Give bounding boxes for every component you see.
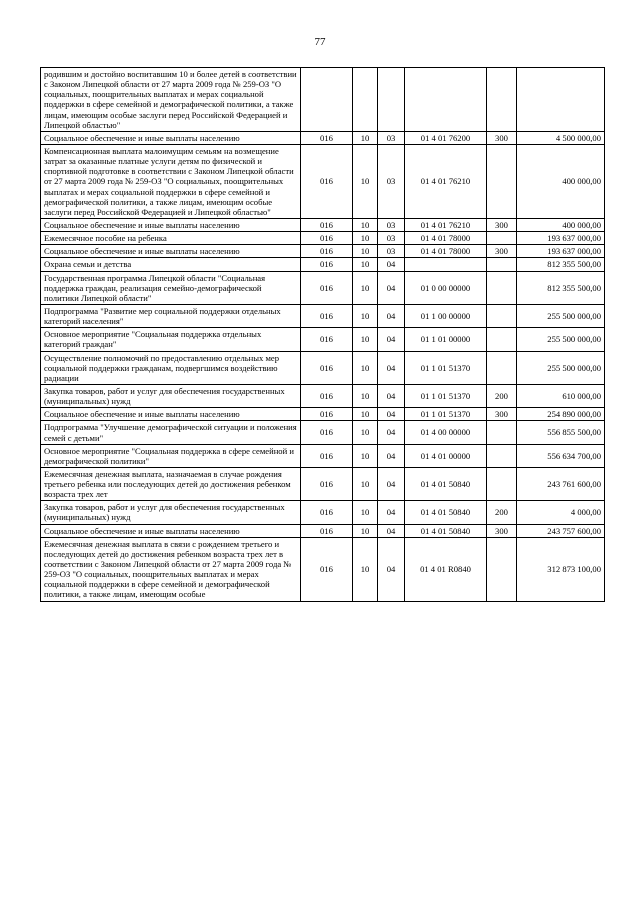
cell-csr: 01 4 01 00000 xyxy=(405,444,487,467)
cell-sum xyxy=(517,68,605,132)
cell-sum: 255 500 000,00 xyxy=(517,328,605,351)
table-row xyxy=(41,232,605,245)
cell-rz: 10 xyxy=(353,421,378,444)
cell-vr: 300 xyxy=(487,131,517,144)
cell-rz: 10 xyxy=(353,304,378,327)
table-row xyxy=(41,351,605,384)
cell-vr: 200 xyxy=(487,384,517,407)
cell-name: Закупка товаров, работ и услуг для обеспечения государственных (муниципальных) нужд xyxy=(41,501,301,524)
cell-csr: 01 4 00 00000 xyxy=(405,421,487,444)
cell-pr: 04 xyxy=(378,467,405,500)
cell-pr: 04 xyxy=(378,271,405,304)
cell-csr: 01 1 01 51370 xyxy=(405,351,487,384)
cell-rz: 10 xyxy=(353,328,378,351)
cell-ved: 016 xyxy=(301,524,353,537)
cell-ved: 016 xyxy=(301,408,353,421)
cell-pr xyxy=(378,68,405,132)
cell-sum: 243 761 600,00 xyxy=(517,467,605,500)
cell-csr: 01 4 01 50840 xyxy=(405,501,487,524)
cell-vr xyxy=(487,351,517,384)
cell-sum: 610 000,00 xyxy=(517,384,605,407)
cell-sum: 312 873 100,00 xyxy=(517,537,605,601)
cell-pr: 04 xyxy=(378,328,405,351)
cell-csr: 01 1 01 51370 xyxy=(405,384,487,407)
cell-ved: 016 xyxy=(301,384,353,407)
cell-sum: 255 500 000,00 xyxy=(517,351,605,384)
cell-ved: 016 xyxy=(301,131,353,144)
cell-rz: 10 xyxy=(353,501,378,524)
cell-vr xyxy=(487,271,517,304)
cell-pr: 04 xyxy=(378,501,405,524)
cell-sum: 812 355 500,00 xyxy=(517,258,605,271)
cell-name: Подпрограмма "Улучшение демографической ситуации и положения семей с детьми" xyxy=(41,421,301,444)
cell-ved: 016 xyxy=(301,304,353,327)
cell-rz: 10 xyxy=(353,232,378,245)
cell-name: Ежемесячная денежная выплата, назначаемая в случае рождения третьего ребенка или последующих детей до достижения ребенком возраста трех лет xyxy=(41,467,301,500)
cell-name: Подпрограмма "Развитие мер социальной поддержки отдельных категорий населения" xyxy=(41,304,301,327)
cell-ved: 016 xyxy=(301,351,353,384)
cell-sum: 255 500 000,00 xyxy=(517,304,605,327)
cell-ved: 016 xyxy=(301,258,353,271)
cell-csr xyxy=(405,68,487,132)
cell-csr: 01 0 00 00000 xyxy=(405,271,487,304)
cell-ved: 016 xyxy=(301,328,353,351)
cell-rz: 10 xyxy=(353,258,378,271)
table-row xyxy=(41,68,605,132)
table-row xyxy=(41,258,605,271)
cell-csr: 01 4 01 50840 xyxy=(405,524,487,537)
cell-rz: 10 xyxy=(353,271,378,304)
cell-sum: 193 637 000,00 xyxy=(517,232,605,245)
cell-pr: 04 xyxy=(378,408,405,421)
cell-sum: 4 500 000,00 xyxy=(517,131,605,144)
cell-sum: 812 355 500,00 xyxy=(517,271,605,304)
cell-csr: 01 1 01 00000 xyxy=(405,328,487,351)
cell-name: родившим и достойно воспитавшим 10 и более детей в соответствии с Законом Липецкой области от 27 марта 2009 года № 259-ОЗ "О социальных, поощрительных выплатах и мерах социальной поддержки в сфере семейной и демографической политики, а также лицам, имеющим особые заслуги перед Российской Федерацией и Липецкой областью" xyxy=(41,68,301,132)
cell-rz: 10 xyxy=(353,537,378,601)
cell-name: Осуществление полномочий по предоставлению отдельных мер социальной поддержки гражданам, подвергшимся воздействию радиации xyxy=(41,351,301,384)
cell-csr xyxy=(405,258,487,271)
cell-csr: 01 4 01 R0840 xyxy=(405,537,487,601)
table-row xyxy=(41,271,605,304)
table-row xyxy=(41,384,605,407)
cell-name: Закупка товаров, работ и услуг для обеспечения государственных (муниципальных) нужд xyxy=(41,384,301,407)
cell-csr: 01 1 01 51370 xyxy=(405,408,487,421)
cell-vr xyxy=(487,232,517,245)
cell-vr xyxy=(487,537,517,601)
cell-rz: 10 xyxy=(353,408,378,421)
cell-name: Государственная программа Липецкой области "Социальная поддержка граждан, реализация семейно-демографической политики Липецкой области" xyxy=(41,271,301,304)
cell-name: Социальное обеспечение и иные выплаты населению xyxy=(41,131,301,144)
cell-pr: 03 xyxy=(378,144,405,218)
cell-pr: 04 xyxy=(378,524,405,537)
cell-name: Охрана семьи и детства xyxy=(41,258,301,271)
cell-rz: 10 xyxy=(353,444,378,467)
table-row xyxy=(41,408,605,421)
cell-name: Ежемесячная денежная выплата в связи с рождением третьего и последующих детей до достижения ребенком возраста трех лет в соответствии с Законом Липецкой области от 27 марта 2009 года № 259-ОЗ "О социальных, поощрительных выплатах и мерах социальной поддержки в сфере семейной и демографической политики, а также лицам, имеющим особые xyxy=(41,537,301,601)
table-body xyxy=(41,68,605,602)
cell-sum: 4 000,00 xyxy=(517,501,605,524)
cell-pr: 04 xyxy=(378,537,405,601)
cell-rz: 10 xyxy=(353,467,378,500)
cell-vr xyxy=(487,421,517,444)
cell-vr: 300 xyxy=(487,524,517,537)
cell-rz: 10 xyxy=(353,144,378,218)
table-row xyxy=(41,144,605,218)
cell-name: Ежемесячное пособие на ребенка xyxy=(41,232,301,245)
cell-ved: 016 xyxy=(301,444,353,467)
cell-pr: 03 xyxy=(378,131,405,144)
cell-pr: 04 xyxy=(378,351,405,384)
cell-ved: 016 xyxy=(301,501,353,524)
cell-csr: 01 4 01 78000 xyxy=(405,245,487,258)
cell-rz: 10 xyxy=(353,351,378,384)
cell-vr xyxy=(487,144,517,218)
table-row xyxy=(41,537,605,601)
cell-vr xyxy=(487,444,517,467)
cell-name: Социальное обеспечение и иные выплаты населению xyxy=(41,218,301,231)
cell-rz xyxy=(353,68,378,132)
cell-sum: 243 757 600,00 xyxy=(517,524,605,537)
cell-ved: 016 xyxy=(301,271,353,304)
table-row xyxy=(41,328,605,351)
cell-ved xyxy=(301,68,353,132)
cell-pr: 04 xyxy=(378,258,405,271)
cell-name: Основное мероприятие "Социальная поддержка отдельных категорий граждан" xyxy=(41,328,301,351)
cell-sum: 193 637 000,00 xyxy=(517,245,605,258)
cell-vr xyxy=(487,68,517,132)
cell-sum: 254 890 000,00 xyxy=(517,408,605,421)
cell-rz: 10 xyxy=(353,384,378,407)
cell-ved: 016 xyxy=(301,144,353,218)
table-row xyxy=(41,501,605,524)
cell-ved: 016 xyxy=(301,245,353,258)
table-row xyxy=(41,218,605,231)
cell-pr: 03 xyxy=(378,232,405,245)
cell-pr: 04 xyxy=(378,384,405,407)
cell-rz: 10 xyxy=(353,524,378,537)
cell-csr: 01 4 01 76210 xyxy=(405,144,487,218)
cell-pr: 03 xyxy=(378,245,405,258)
cell-vr: 300 xyxy=(487,245,517,258)
cell-rz: 10 xyxy=(353,218,378,231)
cell-name: Компенсационная выплата малоимущим семьям на возмещение затрат за оказанные платные услуги детям по физической и спортивной подготовке в соответствии с Законом Липецкой области от 27 марта 2009 года № 259-ОЗ "О социальных, поощрительных выплатах и мерах социальной поддержки в сфере семейной и демографической политики, а также лицам, имеющим особые заслуги перед Российской Федерацией и Липецкой областью" xyxy=(41,144,301,218)
cell-rz: 10 xyxy=(353,131,378,144)
page-number: 77 xyxy=(314,36,326,48)
cell-ved: 016 xyxy=(301,421,353,444)
cell-vr xyxy=(487,328,517,351)
cell-name: Социальное обеспечение и иные выплаты населению xyxy=(41,524,301,537)
cell-rz: 10 xyxy=(353,245,378,258)
budget-table xyxy=(40,67,605,602)
cell-csr: 01 4 01 76200 xyxy=(405,131,487,144)
cell-vr xyxy=(487,467,517,500)
table-row xyxy=(41,304,605,327)
cell-vr xyxy=(487,258,517,271)
cell-sum: 556 855 500,00 xyxy=(517,421,605,444)
cell-vr: 300 xyxy=(487,218,517,231)
table-row xyxy=(41,467,605,500)
cell-sum: 556 634 700,00 xyxy=(517,444,605,467)
cell-vr: 300 xyxy=(487,408,517,421)
cell-ved: 016 xyxy=(301,218,353,231)
cell-csr: 01 4 01 50840 xyxy=(405,467,487,500)
cell-csr: 01 1 00 00000 xyxy=(405,304,487,327)
table-row xyxy=(41,421,605,444)
cell-pr: 04 xyxy=(378,421,405,444)
cell-name: Социальное обеспечение и иные выплаты населению xyxy=(41,245,301,258)
cell-ved: 016 xyxy=(301,537,353,601)
cell-vr: 200 xyxy=(487,501,517,524)
table-row xyxy=(41,524,605,537)
cell-csr: 01 4 01 76210 xyxy=(405,218,487,231)
cell-sum: 400 000,00 xyxy=(517,144,605,218)
cell-name: Социальное обеспечение и иные выплаты населению xyxy=(41,408,301,421)
cell-name: Основное мероприятие "Социальная поддержка в сфере семейной и демографической политики" xyxy=(41,444,301,467)
cell-ved: 016 xyxy=(301,467,353,500)
cell-csr: 01 4 01 78000 xyxy=(405,232,487,245)
table-row xyxy=(41,245,605,258)
cell-pr: 04 xyxy=(378,444,405,467)
table-row xyxy=(41,131,605,144)
cell-vr xyxy=(487,304,517,327)
cell-ved: 016 xyxy=(301,232,353,245)
cell-sum: 400 000,00 xyxy=(517,218,605,231)
cell-pr: 03 xyxy=(378,218,405,231)
cell-pr: 04 xyxy=(378,304,405,327)
table-row xyxy=(41,444,605,467)
